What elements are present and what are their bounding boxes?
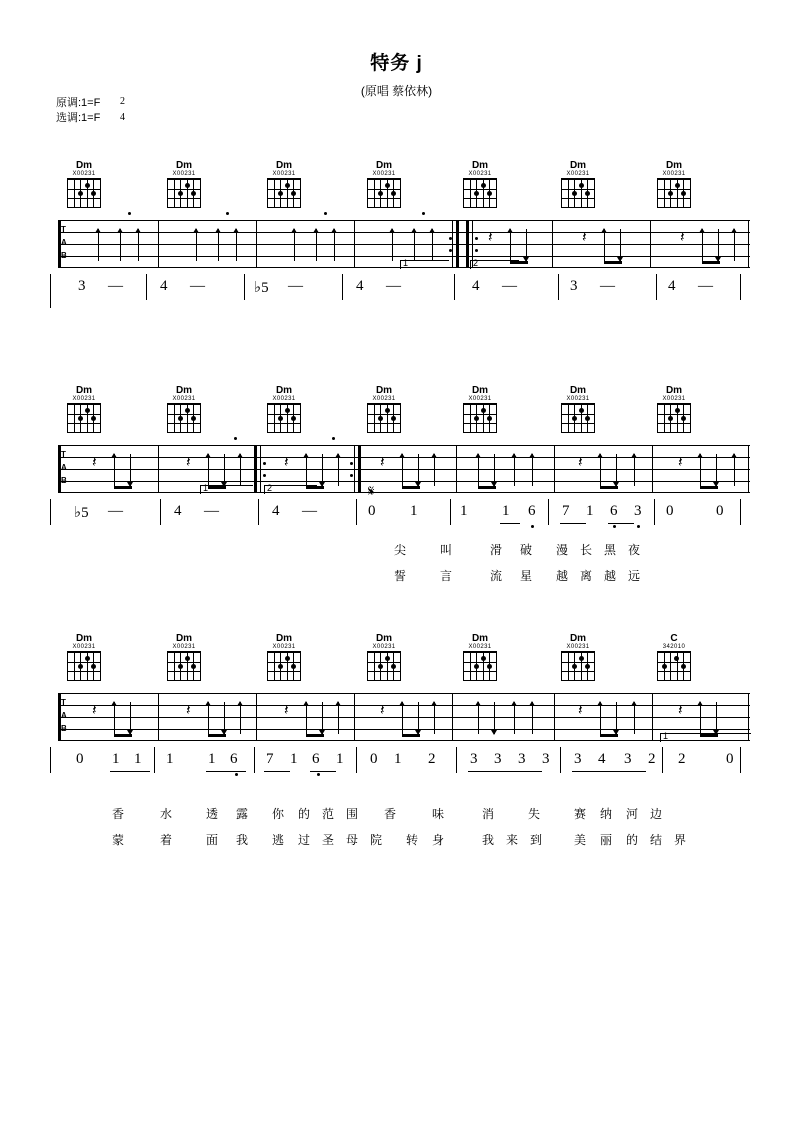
chord-diagram xyxy=(364,160,404,208)
tab-clef: T A B xyxy=(61,450,67,485)
lyric-syllable: 逃 xyxy=(272,833,285,847)
note-number: 3 xyxy=(634,503,642,519)
lyric-syllable: 蒙 xyxy=(112,833,125,847)
note-dash: — xyxy=(302,503,317,519)
lyric-syllable: 滑 xyxy=(490,543,503,557)
note-dash: — xyxy=(108,278,123,294)
ending-label: 2 xyxy=(267,483,273,493)
chord-name: Dm xyxy=(471,160,489,171)
chord-fingering: X00231 xyxy=(566,396,590,402)
note-dash: — xyxy=(288,278,303,294)
lyric-syllable: 香 xyxy=(384,807,397,821)
note-number: 0 xyxy=(716,503,724,519)
note-number: 0 xyxy=(370,751,378,767)
chord-name: Dm xyxy=(175,385,193,396)
key-info xyxy=(56,96,100,126)
chord-name: Dm xyxy=(471,385,489,396)
lyric-syllable: 界 xyxy=(674,833,687,847)
note-number: 4 xyxy=(174,503,182,519)
selected-key: 选调:1=F xyxy=(56,112,101,124)
note-dash: — xyxy=(108,503,123,519)
lyrics-line-1 xyxy=(50,541,750,561)
lyric-syllable: 来 xyxy=(506,833,519,847)
chord-diagram xyxy=(164,160,204,208)
ending-bracket-2 xyxy=(264,485,317,494)
note-number: 1 xyxy=(394,751,402,767)
lyric-syllable: 到 xyxy=(530,833,543,847)
note-number: 1 xyxy=(410,503,418,519)
note-dash: — xyxy=(386,278,401,294)
lyric-syllable: 过 xyxy=(298,833,311,847)
chord-name: Dm xyxy=(375,385,393,396)
note-number: 3 xyxy=(518,751,526,767)
chord-fingering: X00231 xyxy=(468,171,492,177)
lyric-syllable: 赛 xyxy=(574,807,587,821)
note-dash: — xyxy=(600,278,615,294)
ending-bracket-1 xyxy=(400,260,449,269)
numbered-notation-row xyxy=(50,751,750,785)
chord-diagram xyxy=(364,633,404,681)
lyric-syllable: 丽 xyxy=(600,833,613,847)
ending-bracket-1 xyxy=(200,485,253,494)
note-number: 0 xyxy=(726,751,734,767)
chord-name: Dm xyxy=(275,633,293,644)
note-number: 4 xyxy=(668,278,676,294)
numbered-notation-row xyxy=(50,503,750,537)
lyric-syllable: 你 xyxy=(272,807,285,821)
fretboard-grid xyxy=(267,403,301,433)
lyric-syllable: 失 xyxy=(528,807,541,821)
tab-clef: T A B xyxy=(61,698,67,733)
lyric-syllable: 河 xyxy=(626,807,639,821)
fretboard-grid xyxy=(463,651,497,681)
chord-name: Dm xyxy=(75,385,93,396)
fretboard-grid xyxy=(657,178,691,208)
lyric-syllable: 香 xyxy=(112,807,125,821)
chord-fingering: X00231 xyxy=(566,171,590,177)
chord-fingering: X00231 xyxy=(72,644,96,650)
fretboard-grid xyxy=(267,178,301,208)
lyric-syllable: 纳 xyxy=(600,807,613,821)
note-number: 3 xyxy=(570,278,578,294)
lyric-syllable: 露 xyxy=(236,807,249,821)
fretboard-grid xyxy=(561,651,595,681)
lyrics-line-2 xyxy=(50,831,750,851)
chord-diagram xyxy=(264,385,304,433)
tab-staff: T A B 𝄽 𝄽 𝄽 𝄽 𝄽 𝄽 xyxy=(58,445,750,493)
note-number: 4 xyxy=(272,503,280,519)
note-number: 4 xyxy=(356,278,364,294)
lyric-syllable: 尖 xyxy=(394,543,407,557)
lyric-syllable: 美 xyxy=(574,833,587,847)
note-number: 1 xyxy=(460,503,468,519)
lyric-syllable: 边 xyxy=(650,807,663,821)
chord-name: Dm xyxy=(569,633,587,644)
note-number: 2 xyxy=(428,751,436,767)
note-number: 3 xyxy=(624,751,632,767)
note-number: 6 xyxy=(312,751,320,767)
lyric-syllable: 离 xyxy=(580,569,593,583)
time-signature-denominator: 4 xyxy=(120,112,125,123)
chord-diagram xyxy=(460,633,500,681)
note-number: 1 xyxy=(336,751,344,767)
lyric-syllable: 着 xyxy=(160,833,173,847)
tab-staff: T A B 𝄽 𝄽 𝄽 𝄽 𝄽 𝄽 xyxy=(58,693,750,741)
chord-fingering: X00231 xyxy=(662,396,686,402)
lyric-syllable: 漫 xyxy=(556,543,569,557)
lyric-syllable: 的 xyxy=(298,807,311,821)
note-number: 0 xyxy=(368,503,376,519)
note-number: 4 xyxy=(160,278,168,294)
time-signature-numerator: 2 xyxy=(120,96,125,107)
lyrics-line-1 xyxy=(50,805,750,825)
chord-diagram xyxy=(460,385,500,433)
chord-fingering: X00231 xyxy=(372,171,396,177)
note-number: 3 xyxy=(494,751,502,767)
chord-fingering: X00231 xyxy=(72,396,96,402)
note-number: 0 xyxy=(666,503,674,519)
note-number: 6 xyxy=(610,503,618,519)
chord-diagram xyxy=(460,160,500,208)
note-dash: — xyxy=(502,278,517,294)
note-number: 3 xyxy=(574,751,582,767)
system-3 xyxy=(50,633,750,851)
lyric-syllable: 消 xyxy=(482,807,495,821)
chord-name: Dm xyxy=(175,633,193,644)
note-number: 1 xyxy=(586,503,594,519)
chord-diagram xyxy=(364,385,404,433)
lyric-syllable: 我 xyxy=(482,833,495,847)
lyric-syllable: 院 xyxy=(370,833,383,847)
note-number: 4 xyxy=(598,751,606,767)
fretboard-grid xyxy=(167,651,201,681)
note-number: 6 xyxy=(528,503,536,519)
fretboard-grid xyxy=(657,403,691,433)
chord-fingering: 342010 xyxy=(662,644,686,650)
lyric-syllable: 圣 xyxy=(322,833,335,847)
chord-diagram-row xyxy=(50,160,750,220)
note-number: 1 xyxy=(112,751,120,767)
chord-name: Dm xyxy=(75,160,93,171)
chord-name: Dm xyxy=(471,633,489,644)
lyric-syllable: 结 xyxy=(650,833,663,847)
lyric-syllable: 黑 xyxy=(604,543,617,557)
note-number: 6 xyxy=(230,751,238,767)
chord-fingering: X00231 xyxy=(662,171,686,177)
chord-diagram xyxy=(264,633,304,681)
fretboard-grid xyxy=(167,178,201,208)
note-number: 3 xyxy=(542,751,550,767)
note-number: 3 xyxy=(470,751,478,767)
ending-label: 1 xyxy=(663,731,669,741)
lyric-syllable: 流 xyxy=(490,569,503,583)
lyric-syllable: 围 xyxy=(346,807,359,821)
chord-diagram xyxy=(558,160,598,208)
chord-name: Dm xyxy=(665,385,683,396)
fretboard-grid xyxy=(561,403,595,433)
note-number: 1 xyxy=(502,503,510,519)
chord-fingering: X00231 xyxy=(272,171,296,177)
lyric-syllable: 水 xyxy=(160,807,173,821)
fretboard-grid xyxy=(267,651,301,681)
fretboard-grid xyxy=(463,403,497,433)
note-number: 1 xyxy=(134,751,142,767)
chord-fingering: X00231 xyxy=(172,396,196,402)
fretboard-grid xyxy=(463,178,497,208)
chord-fingering: X00231 xyxy=(272,396,296,402)
note-number: 7 xyxy=(266,751,274,767)
chord-fingering: X00231 xyxy=(566,644,590,650)
lyric-syllable: 转 xyxy=(406,833,419,847)
lyrics-line-2 xyxy=(50,567,750,587)
note-number: 1 xyxy=(166,751,174,767)
ending-label: 1 xyxy=(203,483,209,493)
original-key: 原调:1=F xyxy=(56,97,101,109)
chord-fingering: X00231 xyxy=(172,171,196,177)
chord-name: Dm xyxy=(175,160,193,171)
tab-staff: T A B 𝄽 𝄽 𝄽 xyxy=(58,220,750,268)
note-dash: — xyxy=(190,278,205,294)
chord-name: C xyxy=(670,633,678,644)
ending-label: 2 xyxy=(473,258,479,268)
fretboard-grid xyxy=(167,403,201,433)
fretboard-grid xyxy=(67,403,101,433)
chord-diagram xyxy=(164,633,204,681)
lyric-syllable: 远 xyxy=(628,569,641,583)
note-number: 4 xyxy=(472,278,480,294)
chord-fingering: X00231 xyxy=(272,644,296,650)
chord-fingering: X00231 xyxy=(172,644,196,650)
fretboard-grid xyxy=(561,178,595,208)
note-number: 3 xyxy=(78,278,86,294)
lyric-syllable: 星 xyxy=(520,569,533,583)
page-subtitle: (原唱 蔡依林) xyxy=(360,84,433,98)
fretboard-grid xyxy=(67,651,101,681)
lyric-syllable: 长 xyxy=(580,543,593,557)
chord-diagram xyxy=(64,633,104,681)
note-number: ♭5 xyxy=(74,505,89,521)
chord-fingering: X00231 xyxy=(372,644,396,650)
lyric-syllable: 味 xyxy=(432,807,445,821)
tab-clef: T A B xyxy=(61,225,67,260)
lyric-syllable: 誓 xyxy=(394,569,407,583)
note-number: 2 xyxy=(678,751,686,767)
lyric-syllable: 我 xyxy=(236,833,249,847)
chord-fingering: X00231 xyxy=(372,396,396,402)
chord-name: Dm xyxy=(569,385,587,396)
ending-bracket-2 xyxy=(470,260,519,269)
chord-diagram xyxy=(654,160,694,208)
chord-fingering: X00231 xyxy=(72,171,96,177)
fretboard-grid xyxy=(657,651,691,681)
lyric-syllable: 破 xyxy=(520,543,533,557)
chord-diagram xyxy=(64,385,104,433)
note-number: 2 xyxy=(648,751,656,767)
note-dash: — xyxy=(204,503,219,519)
chord-diagram xyxy=(654,633,694,681)
chord-diagram xyxy=(64,160,104,208)
lyric-syllable: 透 xyxy=(206,807,219,821)
note-number: ♭5 xyxy=(254,280,269,296)
chord-name: Dm xyxy=(375,160,393,171)
chord-diagram xyxy=(654,385,694,433)
fretboard-grid xyxy=(67,178,101,208)
lyric-syllable: 身 xyxy=(432,833,445,847)
lyric-syllable: 夜 xyxy=(628,543,641,557)
chord-diagram-row xyxy=(50,633,750,693)
lyric-syllable: 叫 xyxy=(440,543,453,557)
chord-name: Dm xyxy=(75,633,93,644)
chord-diagram xyxy=(164,385,204,433)
chord-diagram-row xyxy=(50,385,750,445)
note-number: 1 xyxy=(290,751,298,767)
chord-name: Dm xyxy=(375,633,393,644)
note-number: 7 xyxy=(562,503,570,519)
chord-name: Dm xyxy=(275,160,293,171)
system-2 xyxy=(50,385,750,587)
page-title: 特务 j xyxy=(370,53,423,74)
note-number: 0 xyxy=(76,751,84,767)
chord-fingering: X00231 xyxy=(468,644,492,650)
chord-name: Dm xyxy=(665,160,683,171)
numbered-notation-row xyxy=(50,278,750,312)
lyric-syllable: 越 xyxy=(604,569,617,583)
system-1 xyxy=(50,160,750,312)
lyric-syllable: 母 xyxy=(346,833,359,847)
segno-mark: 𝄋 xyxy=(368,484,375,500)
ending-label: 1 xyxy=(403,258,409,268)
chord-fingering: X00231 xyxy=(468,396,492,402)
lyric-syllable: 面 xyxy=(206,833,219,847)
note-dash: — xyxy=(698,278,713,294)
chord-diagram xyxy=(558,633,598,681)
chord-diagram xyxy=(264,160,304,208)
lyric-syllable: 的 xyxy=(626,833,639,847)
lyric-syllable: 言 xyxy=(440,569,453,583)
ending-bracket-1 xyxy=(660,733,751,742)
chord-name: Dm xyxy=(275,385,293,396)
fretboard-grid xyxy=(367,403,401,433)
fretboard-grid xyxy=(367,178,401,208)
lyric-syllable: 范 xyxy=(322,807,335,821)
note-number: 1 xyxy=(208,751,216,767)
chord-name: Dm xyxy=(569,160,587,171)
fretboard-grid xyxy=(367,651,401,681)
lyric-syllable: 越 xyxy=(556,569,569,583)
chord-diagram xyxy=(558,385,598,433)
